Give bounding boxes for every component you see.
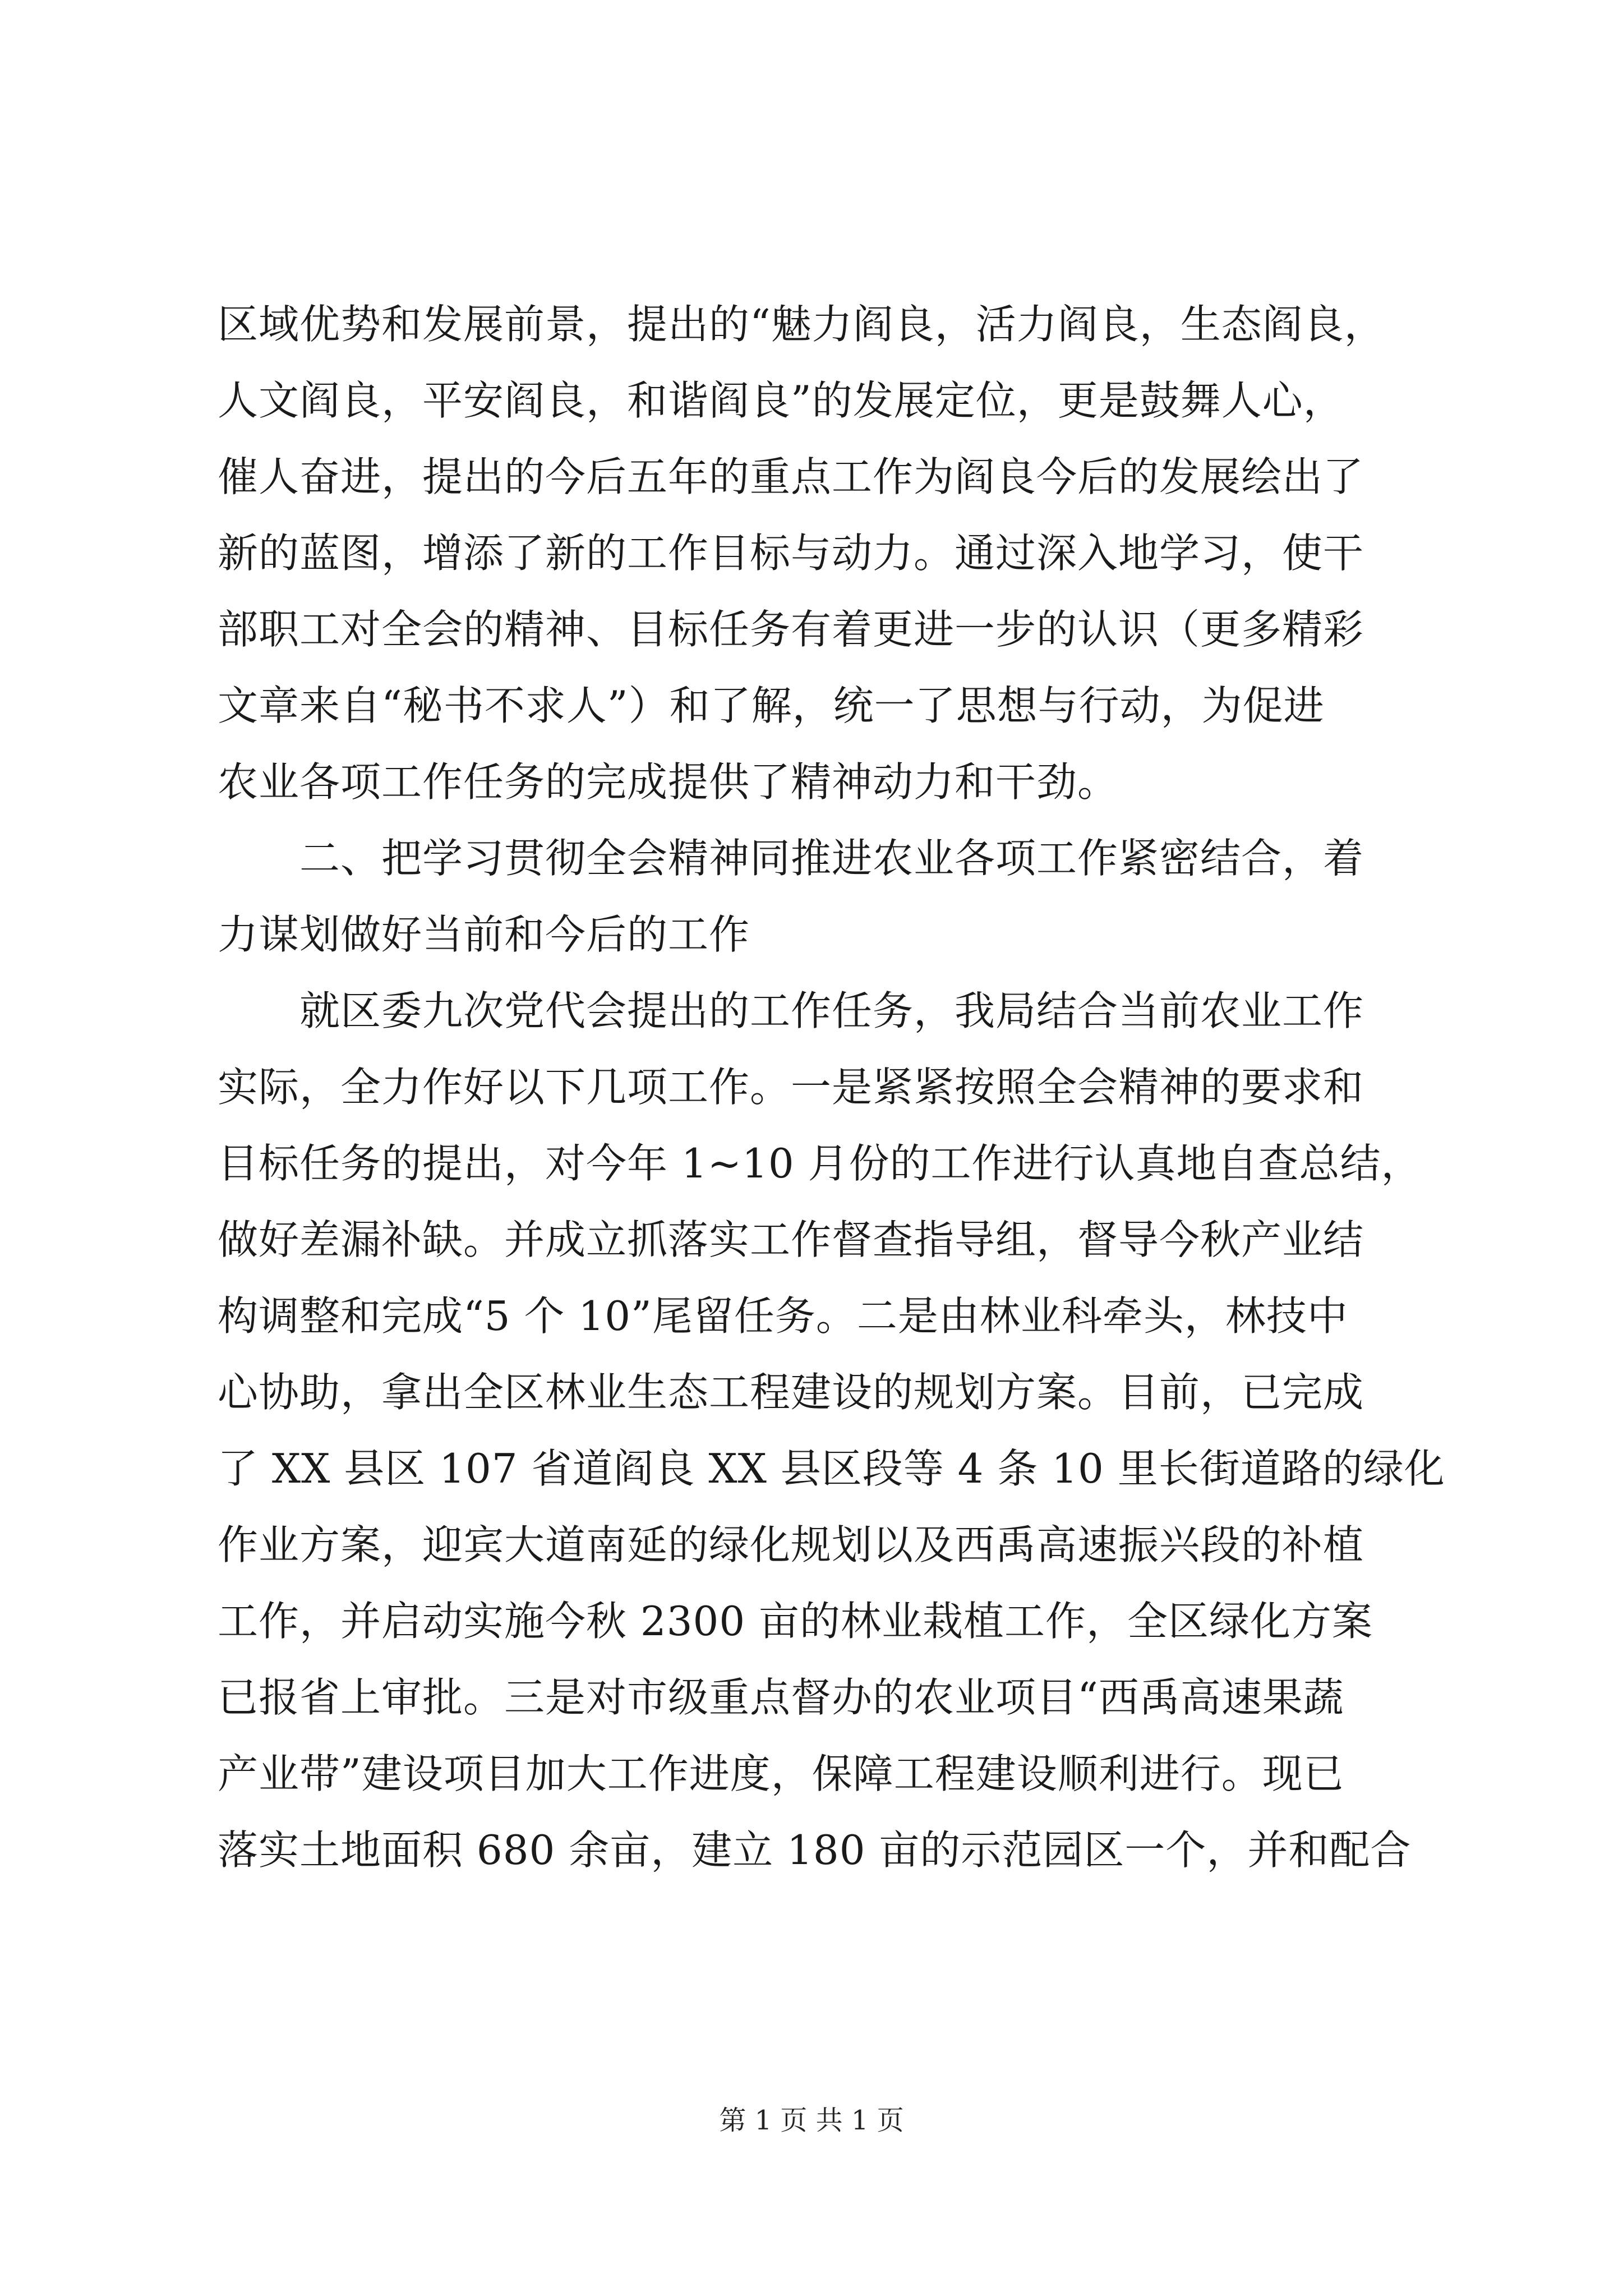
text-line: 构调整和完成“5 个 10”尾留任务。二是由林业科牵头，林技中 [218, 1292, 1348, 1340]
section-heading-line: 二、把学习贯彻全会精神同推进农业各项工作紧密结合，着 [218, 835, 1364, 882]
text-line: 目标任务的提出，对今年 1~10 月份的工作进行认真地自查总结， [218, 1140, 1422, 1187]
text-line: 落实土地面积 680 余亩，建立 180 亩的示范园区一个，并和配合 [218, 1826, 1412, 1874]
text-line: 工作，并启动实施今秋 2300 亩的林业栽植工作，全区绿化方案 [218, 1598, 1373, 1645]
text-line: 农业各项工作任务的完成提供了精神动力和干劲。 [218, 758, 1119, 806]
text-line: 区域优势和发展前景，提出的“魅力阎良，活力阎良，生态阎良， [218, 301, 1385, 348]
document-body [218, 286, 1445, 1888]
section-heading-line: 力谋划做好当前和今后的工作 [218, 911, 750, 958]
text-line: 就区委九次党代会提出的工作任务，我局结合当前农业工作 [218, 987, 1364, 1034]
text-line: 文章来自“秘书不求人”）和了解，统一了思想与行动，为促进 [218, 682, 1325, 729]
text-line: 心协助，拿出全区林业生态工程建设的规划方案。目前，已完成 [218, 1369, 1364, 1416]
text-line: 了 XX 县区 107 省道阎良 XX 县区段等 4 条 10 里长街道路的绿化 [218, 1445, 1445, 1492]
text-line: 人文阎良，平安阎良，和谐阎良”的发展定位，更是鼓舞人心， [218, 377, 1344, 424]
text-line: 催人奋进，提出的今后五年的重点工作为阎良今后的发展绘出了 [218, 453, 1364, 500]
text-line: 部职工对全会的精神、目标任务有着更进一步的认识（更多精彩 [218, 606, 1364, 653]
text-line: 做好差漏补缺。并成立抓落实工作督查指导组，督导今秋产业结 [218, 1216, 1364, 1263]
page-number-footer: 第 1 页 共 1 页 [719, 2105, 904, 2136]
text-line: 已报省上审批。三是对市级重点督办的农业项目“西禹高速果蔬 [218, 1674, 1344, 1721]
text-line: 实际，全力作好以下几项工作。一是紧紧按照全会精神的要求和 [218, 1064, 1364, 1111]
text-line: 新的蓝图，增添了新的工作目标与动力。通过深入地学习，使干 [218, 530, 1364, 577]
text-line: 产业带”建设项目加大工作进度，保障工程建设顺利进行。现已 [218, 1750, 1344, 1797]
text-line: 作业方案，迎宾大道南延的绿化规划以及西禹高速振兴段的补植 [218, 1521, 1364, 1568]
